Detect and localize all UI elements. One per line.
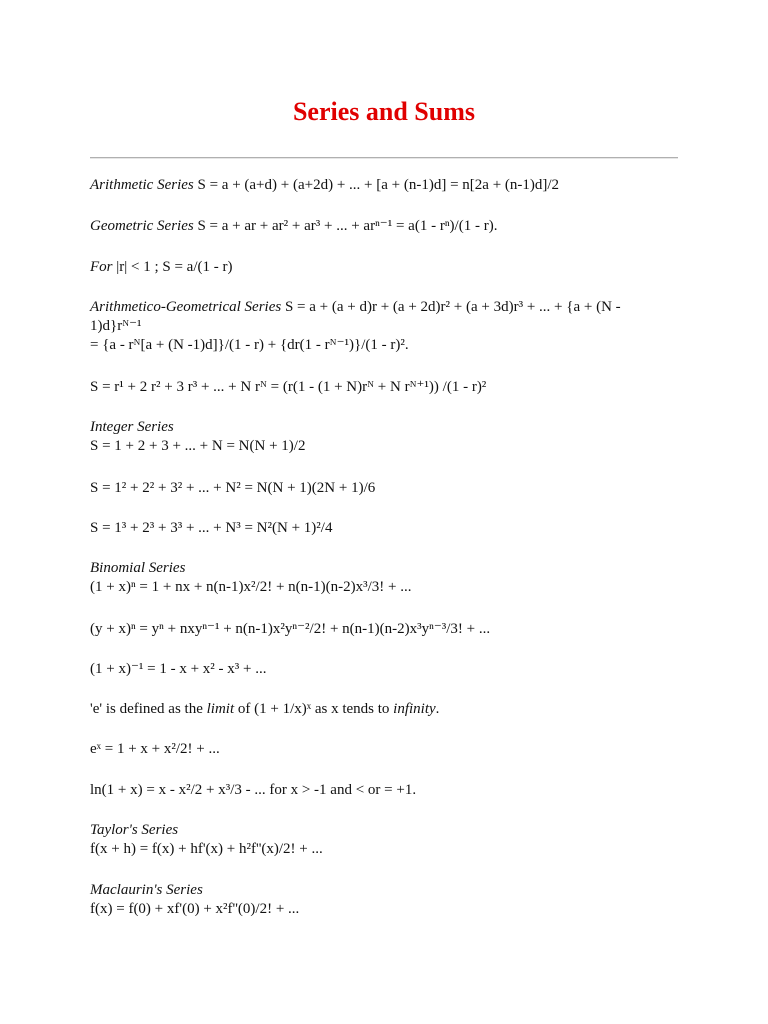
integer-series-block bbox=[90, 418, 675, 456]
arithmetic-series-formula: S = a + (a+d) + (a+2d) + ... + [a + (n-1)d] = n[2a + (n-1)d]/2 bbox=[197, 177, 560, 193]
power-series-formula: S = r¹ + 2 r² + 3 r³ + ... + N rᴺ = (r(1 - (1 + N)rᴺ + N rᴺ⁺¹)) /(1 - r)² bbox=[90, 379, 487, 395]
maclaurin-series-label: Maclaurin's Series bbox=[90, 882, 203, 898]
geometric-series-formula: S = a + ar + ar² + ar³ + ... + arⁿ⁻¹ = a(1 - rⁿ)/(1 - r). bbox=[197, 218, 498, 234]
taylor-series-label: Taylor's Series bbox=[90, 822, 179, 838]
integer-series-label: Integer Series bbox=[90, 419, 174, 435]
binomial-series-formula-2: (y + x)ⁿ = yⁿ + nxyⁿ⁻¹ + n(n-1)x²yⁿ⁻²/2! + n(n-1)(n-2)x³yⁿ⁻³/3! + ... bbox=[90, 621, 491, 637]
binomial-series-label: Binomial Series bbox=[90, 560, 186, 576]
geometric-limit-block bbox=[90, 258, 675, 277]
e-definition-text-1: 'e' is defined as the bbox=[90, 701, 203, 717]
arithmetic-series-block bbox=[90, 176, 675, 195]
binomial-series-formula-3: (1 + x)⁻¹ = 1 - x + x² - x³ + ... bbox=[90, 661, 267, 677]
binomial-series-formula-1: (1 + x)ⁿ = 1 + nx + n(n-1)x²/2! + n(n-1)(n-2)x³/3! + ... bbox=[90, 579, 412, 595]
integer-series-formula-1: S = 1 + 2 + 3 + ... + N = N(N + 1)/2 bbox=[90, 438, 306, 454]
page-title: Series and Sums bbox=[292, 97, 476, 126]
e-definition-text-2: of (1 + 1/x)ˣ as x tends to bbox=[237, 701, 390, 717]
integer-squares-block bbox=[90, 479, 675, 498]
integer-series-formula-3: S = 1³ + 2³ + 3³ + ... + N³ = N²(N + 1)²/4 bbox=[90, 520, 333, 536]
power-series-block bbox=[90, 378, 675, 397]
maclaurin-series-formula: f(x) = f(0) + xf'(0) + x²f''(0)/2! + ... bbox=[90, 901, 300, 917]
e-definition-period: . bbox=[435, 701, 440, 717]
e-definition-limit: limit bbox=[206, 701, 235, 717]
arithmetico-geometrical-sum: = {a - rᴺ[a + (N -1)d]}/(1 - r) + {dr(1 - rᴺ⁻¹)}/(1 - r)². bbox=[90, 337, 409, 353]
binomial-two-term-block bbox=[90, 620, 675, 639]
log-series-block bbox=[90, 781, 675, 800]
taylor-series-block bbox=[90, 821, 675, 859]
e-definition-infinity: infinity bbox=[393, 701, 436, 717]
exponential-series-block bbox=[90, 740, 675, 759]
geometric-series-label: Geometric Series bbox=[90, 218, 194, 234]
binomial-inverse-block bbox=[90, 660, 675, 679]
arithmetico-geometrical-formula: S = a + (a + d)r + (a + 2d)r² + (a + 3d)r³ + ... + {a + (N - 1)d}rᴺ⁻¹ bbox=[90, 299, 621, 334]
geometric-limit-formula: |r| < 1 ; S = a/(1 - r) bbox=[116, 259, 233, 275]
geometric-series-block bbox=[90, 217, 675, 236]
integer-cubes-block bbox=[90, 519, 675, 538]
exponential-series-formula: eˣ = 1 + x + x²/2! + ... bbox=[90, 741, 220, 757]
log-series-formula: ln(1 + x) = x - x²/2 + x³/3 - ... for x > -1 and < or = +1. bbox=[90, 782, 417, 798]
e-definition-block bbox=[90, 700, 675, 719]
arithmetic-series-label: Arithmetic Series bbox=[90, 177, 194, 193]
taylor-series-formula: f(x + h) = f(x) + hf'(x) + h²f''(x)/2! + ... bbox=[90, 841, 323, 857]
horizontal-divider bbox=[90, 157, 678, 159]
binomial-series-block bbox=[90, 559, 675, 597]
for-label: For bbox=[90, 259, 113, 275]
maclaurin-series-block bbox=[90, 881, 675, 919]
integer-series-formula-2: S = 1² + 2² + 3² + ... + N² = N(N + 1)(2N + 1)/6 bbox=[90, 480, 376, 496]
arithmetico-geometrical-block bbox=[90, 298, 675, 355]
arithmetico-geometrical-label: Arithmetico-Geometrical Series bbox=[90, 299, 282, 315]
